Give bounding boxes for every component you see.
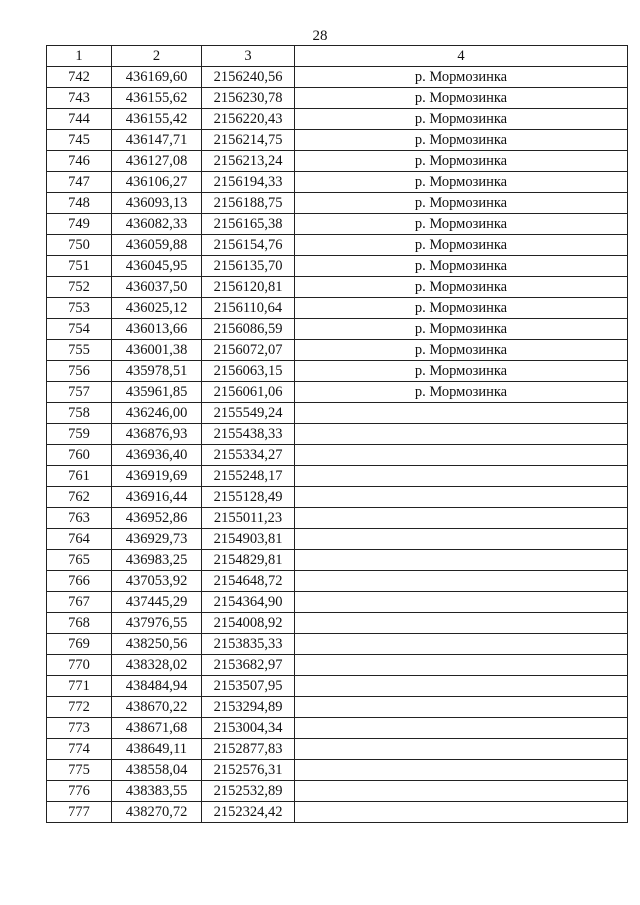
table-row — [47, 739, 628, 760]
cell-point-number: 764 — [47, 529, 112, 550]
cell-description — [295, 697, 628, 718]
cell-x-coordinate: 435961,85 — [112, 382, 202, 403]
cell-x-coordinate: 436037,50 — [112, 277, 202, 298]
cell-x-coordinate: 436246,00 — [112, 403, 202, 424]
cell-description: р. Мормозинка — [295, 361, 628, 382]
cell-description: р. Мормозинка — [295, 109, 628, 130]
table-row — [47, 193, 628, 214]
cell-point-number: 746 — [47, 151, 112, 172]
cell-description: р. Мормозинка — [295, 340, 628, 361]
cell-y-coordinate: 2156135,70 — [202, 256, 295, 277]
cell-x-coordinate: 436169,60 — [112, 67, 202, 88]
cell-point-number: 773 — [47, 718, 112, 739]
cell-y-coordinate: 2155334,27 — [202, 445, 295, 466]
cell-description: р. Мормозинка — [295, 214, 628, 235]
table-row — [47, 151, 628, 172]
table-row — [47, 697, 628, 718]
cell-y-coordinate: 2152877,83 — [202, 739, 295, 760]
cell-point-number: 757 — [47, 382, 112, 403]
cell-y-coordinate: 2156110,64 — [202, 298, 295, 319]
cell-description — [295, 676, 628, 697]
cell-point-number: 768 — [47, 613, 112, 634]
header-row — [47, 46, 628, 67]
cell-description: р. Мормозинка — [295, 130, 628, 151]
cell-point-number: 763 — [47, 508, 112, 529]
cell-point-number: 750 — [47, 235, 112, 256]
cell-description — [295, 424, 628, 445]
cell-description: р. Мормозинка — [295, 88, 628, 109]
cell-description — [295, 571, 628, 592]
cell-x-coordinate: 436025,12 — [112, 298, 202, 319]
cell-point-number: 748 — [47, 193, 112, 214]
cell-x-coordinate: 438558,04 — [112, 760, 202, 781]
table-row — [47, 655, 628, 676]
cell-point-number: 766 — [47, 571, 112, 592]
table-row — [47, 466, 628, 487]
cell-description — [295, 781, 628, 802]
table-header — [47, 46, 628, 67]
cell-description — [295, 487, 628, 508]
table-row — [47, 277, 628, 298]
table-row — [47, 487, 628, 508]
cell-description: р. Мормозинка — [295, 256, 628, 277]
table-row — [47, 172, 628, 193]
cell-y-coordinate: 2156165,38 — [202, 214, 295, 235]
cell-description: р. Мормозинка — [295, 277, 628, 298]
cell-description: р. Мормозинка — [295, 298, 628, 319]
cell-point-number: 752 — [47, 277, 112, 298]
cell-x-coordinate: 436001,38 — [112, 340, 202, 361]
cell-description: р. Мормозинка — [295, 235, 628, 256]
cell-x-coordinate: 436936,40 — [112, 445, 202, 466]
cell-point-number: 777 — [47, 802, 112, 823]
cell-x-coordinate: 436082,33 — [112, 214, 202, 235]
table-row — [47, 67, 628, 88]
cell-description — [295, 739, 628, 760]
cell-description: р. Мормозинка — [295, 319, 628, 340]
cell-x-coordinate: 438671,68 — [112, 718, 202, 739]
cell-x-coordinate: 438383,55 — [112, 781, 202, 802]
cell-y-coordinate: 2156061,06 — [202, 382, 295, 403]
cell-x-coordinate: 438670,22 — [112, 697, 202, 718]
cell-y-coordinate: 2153294,89 — [202, 697, 295, 718]
cell-point-number: 760 — [47, 445, 112, 466]
cell-y-coordinate: 2156063,15 — [202, 361, 295, 382]
cell-x-coordinate: 437445,29 — [112, 592, 202, 613]
cell-x-coordinate: 436045,95 — [112, 256, 202, 277]
cell-x-coordinate: 436127,08 — [112, 151, 202, 172]
table-row — [47, 571, 628, 592]
cell-y-coordinate: 2156220,43 — [202, 109, 295, 130]
column-header-point-number: 1 — [47, 46, 112, 67]
table-row — [47, 718, 628, 739]
table-row — [47, 760, 628, 781]
cell-x-coordinate: 437053,92 — [112, 571, 202, 592]
cell-point-number: 753 — [47, 298, 112, 319]
table-row — [47, 340, 628, 361]
table-row — [47, 235, 628, 256]
cell-y-coordinate: 2153835,33 — [202, 634, 295, 655]
cell-point-number: 742 — [47, 67, 112, 88]
table-row — [47, 256, 628, 277]
cell-x-coordinate: 438649,11 — [112, 739, 202, 760]
cell-description: р. Мормозинка — [295, 193, 628, 214]
table-row — [47, 508, 628, 529]
cell-x-coordinate: 436929,73 — [112, 529, 202, 550]
cell-point-number: 772 — [47, 697, 112, 718]
table-row — [47, 781, 628, 802]
cell-point-number: 771 — [47, 676, 112, 697]
cell-y-coordinate: 2155549,24 — [202, 403, 295, 424]
table-row — [47, 130, 628, 151]
table-row — [47, 424, 628, 445]
cell-y-coordinate: 2152576,31 — [202, 760, 295, 781]
cell-description — [295, 634, 628, 655]
cell-y-coordinate: 2154008,92 — [202, 613, 295, 634]
cell-y-coordinate: 2154364,90 — [202, 592, 295, 613]
table-row — [47, 214, 628, 235]
cell-description — [295, 508, 628, 529]
table-row — [47, 109, 628, 130]
table-row — [47, 529, 628, 550]
cell-y-coordinate: 2155438,33 — [202, 424, 295, 445]
cell-x-coordinate: 436093,13 — [112, 193, 202, 214]
cell-point-number: 758 — [47, 403, 112, 424]
column-header-description: 4 — [295, 46, 628, 67]
cell-description — [295, 718, 628, 739]
cell-point-number: 745 — [47, 130, 112, 151]
cell-point-number: 769 — [47, 634, 112, 655]
cell-y-coordinate: 2156086,59 — [202, 319, 295, 340]
table-row — [47, 298, 628, 319]
table-row — [47, 613, 628, 634]
cell-y-coordinate: 2155248,17 — [202, 466, 295, 487]
column-header-x: 2 — [112, 46, 202, 67]
cell-y-coordinate: 2152324,42 — [202, 802, 295, 823]
cell-y-coordinate: 2153004,34 — [202, 718, 295, 739]
table-row — [47, 445, 628, 466]
cell-point-number: 755 — [47, 340, 112, 361]
cell-x-coordinate: 438484,94 — [112, 676, 202, 697]
cell-y-coordinate: 2156072,07 — [202, 340, 295, 361]
cell-point-number: 756 — [47, 361, 112, 382]
cell-point-number: 743 — [47, 88, 112, 109]
table-row — [47, 676, 628, 697]
cell-y-coordinate: 2155128,49 — [202, 487, 295, 508]
table-row — [47, 88, 628, 109]
cell-point-number: 775 — [47, 760, 112, 781]
cell-x-coordinate: 438270,72 — [112, 802, 202, 823]
cell-y-coordinate: 2155011,23 — [202, 508, 295, 529]
coordinates-table — [46, 45, 628, 823]
cell-description — [295, 550, 628, 571]
cell-x-coordinate: 437976,55 — [112, 613, 202, 634]
cell-description — [295, 613, 628, 634]
cell-x-coordinate: 436952,86 — [112, 508, 202, 529]
cell-x-coordinate: 436916,44 — [112, 487, 202, 508]
cell-x-coordinate: 436147,71 — [112, 130, 202, 151]
cell-description — [295, 529, 628, 550]
cell-y-coordinate: 2153682,97 — [202, 655, 295, 676]
cell-description — [295, 403, 628, 424]
cell-description: р. Мормозинка — [295, 151, 628, 172]
cell-point-number: 751 — [47, 256, 112, 277]
cell-y-coordinate: 2156240,56 — [202, 67, 295, 88]
cell-y-coordinate: 2153507,95 — [202, 676, 295, 697]
table-row — [47, 319, 628, 340]
cell-x-coordinate: 438250,56 — [112, 634, 202, 655]
cell-point-number: 754 — [47, 319, 112, 340]
table-row — [47, 592, 628, 613]
cell-point-number: 765 — [47, 550, 112, 571]
column-header-y: 3 — [202, 46, 295, 67]
cell-y-coordinate: 2154648,72 — [202, 571, 295, 592]
cell-y-coordinate: 2156188,75 — [202, 193, 295, 214]
table-body — [47, 67, 628, 823]
cell-point-number: 770 — [47, 655, 112, 676]
cell-y-coordinate: 2152532,89 — [202, 781, 295, 802]
cell-point-number: 761 — [47, 466, 112, 487]
cell-point-number: 776 — [47, 781, 112, 802]
cell-x-coordinate: 435978,51 — [112, 361, 202, 382]
cell-point-number: 759 — [47, 424, 112, 445]
table-row — [47, 634, 628, 655]
cell-description: р. Мормозинка — [295, 67, 628, 88]
cell-description — [295, 466, 628, 487]
cell-y-coordinate: 2156120,81 — [202, 277, 295, 298]
cell-x-coordinate: 436013,66 — [112, 319, 202, 340]
cell-point-number: 749 — [47, 214, 112, 235]
cell-description — [295, 445, 628, 466]
cell-description: р. Мормозинка — [295, 382, 628, 403]
cell-x-coordinate: 436983,25 — [112, 550, 202, 571]
cell-point-number: 767 — [47, 592, 112, 613]
table-row — [47, 403, 628, 424]
cell-description — [295, 592, 628, 613]
cell-description: р. Мормозинка — [295, 172, 628, 193]
cell-x-coordinate: 436919,69 — [112, 466, 202, 487]
cell-y-coordinate: 2156230,78 — [202, 88, 295, 109]
cell-y-coordinate: 2154829,81 — [202, 550, 295, 571]
cell-y-coordinate: 2154903,81 — [202, 529, 295, 550]
cell-point-number: 747 — [47, 172, 112, 193]
table-row — [47, 550, 628, 571]
cell-description — [295, 655, 628, 676]
page-number: 28 — [312, 28, 328, 44]
cell-x-coordinate: 436059,88 — [112, 235, 202, 256]
cell-y-coordinate: 2156194,33 — [202, 172, 295, 193]
cell-point-number: 762 — [47, 487, 112, 508]
table-row — [47, 361, 628, 382]
cell-y-coordinate: 2156213,24 — [202, 151, 295, 172]
cell-x-coordinate: 436155,42 — [112, 109, 202, 130]
cell-description — [295, 760, 628, 781]
cell-description — [295, 802, 628, 823]
cell-x-coordinate: 436155,62 — [112, 88, 202, 109]
table-row — [47, 382, 628, 403]
cell-x-coordinate: 436106,27 — [112, 172, 202, 193]
cell-point-number: 744 — [47, 109, 112, 130]
cell-y-coordinate: 2156154,76 — [202, 235, 295, 256]
cell-y-coordinate: 2156214,75 — [202, 130, 295, 151]
table-row — [47, 802, 628, 823]
cell-point-number: 774 — [47, 739, 112, 760]
cell-x-coordinate: 436876,93 — [112, 424, 202, 445]
cell-x-coordinate: 438328,02 — [112, 655, 202, 676]
